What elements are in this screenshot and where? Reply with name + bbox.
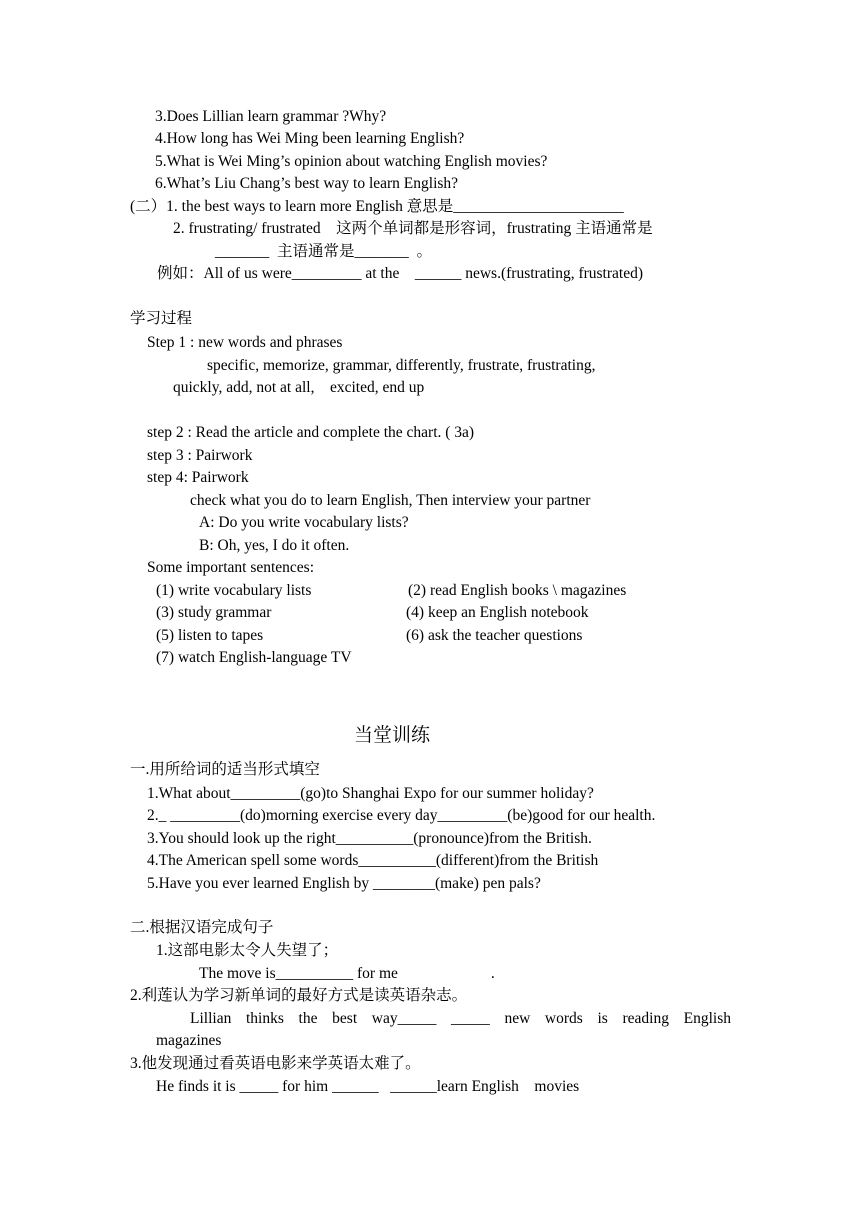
question-3: 3.Does Lillian learn grammar ?Why? [155,108,387,125]
translate-3-english: He finds it is _____ for him ______ ______learn English movies [156,1078,580,1095]
part2-item2-cont: _______ 主语通常是_______ 。 [215,243,433,260]
step-4: step 4: Pairwork [147,469,249,486]
practice-title: 当堂训练 [354,725,431,746]
translate-2-chinese: 2.利莲认为学习新单词的最好方式是读英语杂志。 [130,987,468,1004]
translate-2-english: Lillian thinks the best way_____ _____ new words is reading English [190,1010,731,1027]
section2-title: 二.根据汉语完成句子 [130,919,274,936]
step-2: step 2 : Read the article and complete the chart. ( 3a) [147,424,475,441]
fill-question-4: 4.The American spell some words__________(different)from the British [147,852,599,869]
fill-question-1: 1.What about_________(go)to Shanghai Expo for our summer holiday? [147,785,594,802]
step-3: step 3 : Pairwork [147,447,253,464]
sentence-7: (7) watch English-language TV [156,649,352,666]
process-title: 学习过程 [130,310,193,327]
translate-3-chinese: 3.他发现通过看英语电影来学英语太难了。 [130,1055,421,1072]
sentences-title: Some important sentences: [147,559,315,576]
part2-item2: 2. frustrating/ frustrated 这两个单词都是形容词，frustrating 主语通常是 [173,220,653,237]
dialog-a: A: Do you write vocabulary lists? [199,514,409,531]
part2-example: 例如：All of us were_________ at the ______ news.(frustrating, frustrated) [157,265,643,282]
translate-1-chinese: 1.这部电影太令人失望了； [156,942,339,959]
question-6: 6.What’s Liu Chang’s best way to learn English? [155,175,459,192]
fill-question-5: 5.Have you ever learned English by ________(make) pen pals? [147,875,541,892]
step-1: Step 1 : new words and phrases [147,334,343,351]
dialog-b: B: Oh, yes, I do it often. [199,537,350,554]
sentence-4: (4) keep an English notebook [406,604,589,621]
sentence-2: (2) read English books \ magazines [408,582,627,599]
step-1-words-cont: quickly, add, not at all, excited, end up [173,379,425,396]
sentence-3: (3) study grammar [156,604,272,621]
section1-title: 一.用所给词的适当形式填空 [130,761,320,778]
question-4: 4.How long has Wei Ming been learning English? [155,130,465,147]
fill-question-2: 2._ _________(do)morning exercise every day_________(be)good for our health. [147,807,656,824]
question-5: 5.What is Wei Ming’s opinion about watching English movies? [155,153,548,170]
translate-1-english: The move is__________ for me . [199,965,495,982]
part2-item1: (二）1. the best ways to learn more English 意思是______________________ [130,198,624,215]
sentence-6: (6) ask the teacher questions [406,627,583,644]
translate-2-english-cont: magazines [156,1032,222,1049]
fill-question-3: 3.You should look up the right__________(pronounce)from the British. [147,830,592,847]
step-4-instruction: check what you do to learn English, Then interview your partner [190,492,591,509]
sentence-1: (1) write vocabulary lists [156,582,312,599]
step-1-words: specific, memorize, grammar, differently, frustrate, frustrating, [207,357,596,374]
sentence-5: (5) listen to tapes [156,627,264,644]
